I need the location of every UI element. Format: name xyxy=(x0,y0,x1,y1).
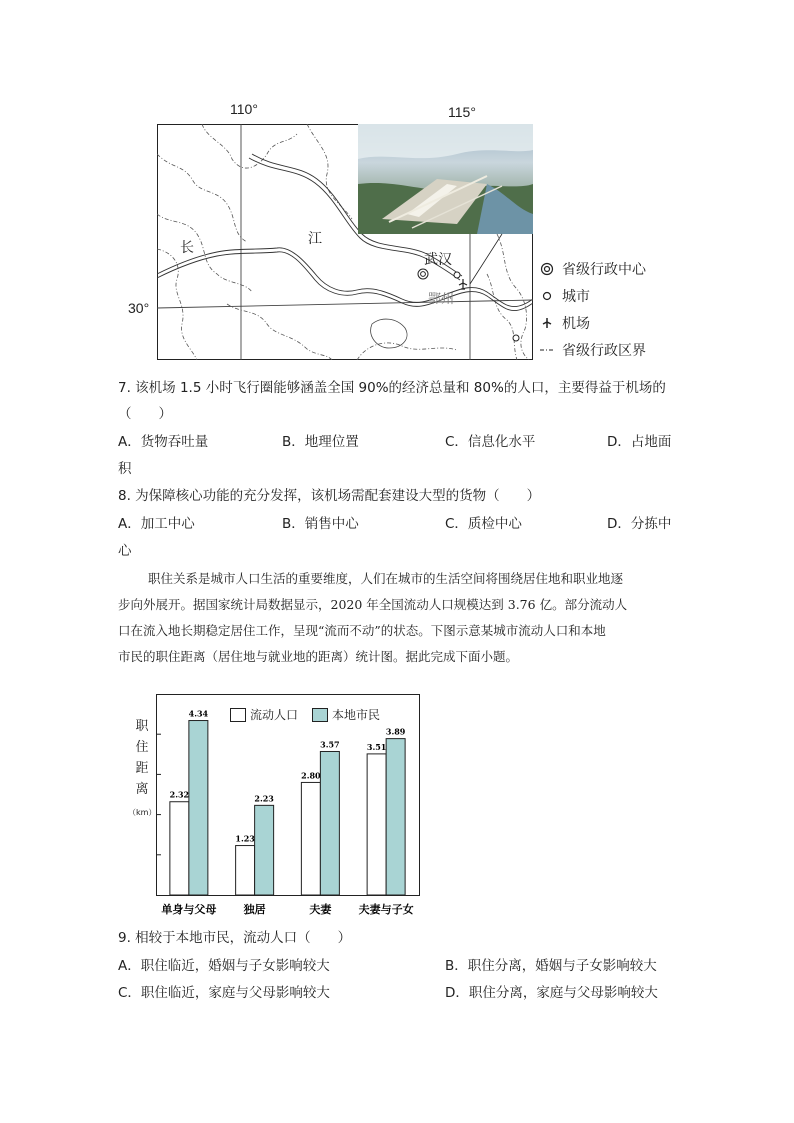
passage-line-1: 职住关系是城市人口生活的重要维度，人们在城市的生活空间将围绕居住地和职业地逐 xyxy=(148,571,624,586)
question-8-option-c[interactable]: C．质检中心 xyxy=(445,516,522,532)
bar-floating xyxy=(367,754,386,895)
bar-value-label: 3.57 xyxy=(320,739,340,750)
bar-value-label: 2.23 xyxy=(254,793,274,804)
legend-item-airport xyxy=(540,313,646,333)
river-label-jiang: 江 xyxy=(308,231,322,247)
bar-value-label: 2.80 xyxy=(301,770,321,781)
question-9-option-d[interactable]: D．职住分离，家庭与父母影响较大 xyxy=(445,985,658,1001)
legend-label-floating: 流动人口 xyxy=(250,708,299,722)
map-frame xyxy=(157,124,533,360)
legend-item-local xyxy=(312,706,380,723)
bar-local xyxy=(255,805,274,895)
question-8-option-d[interactable]: D．分拣中 xyxy=(607,516,672,532)
question-7-option-c[interactable]: C．信息化水平 xyxy=(445,434,536,450)
bar-local xyxy=(320,751,339,895)
ezhou-marker xyxy=(454,272,460,278)
double-circle-icon xyxy=(540,262,554,276)
y-label-char: 住 xyxy=(135,740,149,755)
category-label: 单身与父母 xyxy=(161,903,217,916)
y-unit: （km） xyxy=(128,808,157,817)
question-7-paren: （ ） xyxy=(118,406,172,422)
question-8-stem: 8. 为保障核心功能的充分发挥，该机场需配套建设大型的货物（ ） xyxy=(118,488,541,504)
question-7-option-d[interactable]: D．占地面 xyxy=(607,434,672,450)
y-label-char: 职 xyxy=(135,719,149,734)
question-9-stem: 9. 相较于本地市民，流动人口（ ） xyxy=(118,930,352,946)
question-7-stem: 7. 该机场 1.5 小时飞行圈能够涵盖全国 90%的经济总量和 80%的人口，主要得益于机场的 xyxy=(118,380,666,396)
category-label: 夫妻 xyxy=(309,903,332,916)
bar-floating xyxy=(170,802,189,895)
wuhan-marker xyxy=(418,269,428,279)
bar-chart xyxy=(118,694,420,920)
legend-swatch-floating xyxy=(230,708,246,722)
legend-label: 省级行政中心 xyxy=(562,262,646,278)
bar-floating xyxy=(301,782,320,895)
legend-label: 城市 xyxy=(562,289,590,305)
legend-item-city xyxy=(540,286,646,306)
circle-icon xyxy=(540,289,554,303)
dash-dot-line-icon xyxy=(540,343,554,357)
bar-local xyxy=(189,721,208,895)
bar-value-label: 1.23 xyxy=(235,833,255,844)
bar-value-label: 3.51 xyxy=(366,741,387,752)
legend-label: 机场 xyxy=(562,316,590,332)
bar-chart-figure xyxy=(118,694,420,920)
question-9-option-c[interactable]: C．职住临近，家庭与父母影响较大 xyxy=(118,985,330,1001)
airport-photo xyxy=(358,124,533,234)
bar-floating xyxy=(236,846,255,895)
legend-label-local: 本地市民 xyxy=(332,708,381,722)
question-8-option-b[interactable]: B．销售中心 xyxy=(282,516,359,532)
question-7-option-b[interactable]: B．地理位置 xyxy=(282,434,359,450)
city-marker xyxy=(513,335,519,341)
y-label-char: 离 xyxy=(135,782,149,797)
y-label-char: 距 xyxy=(135,761,149,776)
map-legend xyxy=(540,259,646,360)
legend-item-capital xyxy=(540,259,646,279)
latitude-label-30: 30° xyxy=(128,300,150,316)
question-7-option-a[interactable]: A．货物吞吐量 xyxy=(118,434,209,450)
passage-line-3: 口在流入地长期稳定居住工作，呈现“流而不动”的状态。下图示意某城市流动人口和本地 xyxy=(118,623,606,638)
legend-label: 省级行政区界 xyxy=(562,343,646,359)
bar-value-label: 3.89 xyxy=(385,726,406,737)
question-7-option-d-wrap: 积 xyxy=(118,461,132,477)
legend-item-boundary xyxy=(540,340,646,360)
passage-line-2: 步向外展开。据国家统计局数据显示，2020 年全国流动人口规模达到 3.76 亿。部分流动人 xyxy=(118,597,628,612)
bar-local xyxy=(386,739,405,895)
bar-value-label: 4.34 xyxy=(188,708,209,719)
airplane-icon xyxy=(540,316,554,330)
river-label-chang: 长 xyxy=(180,240,194,256)
city-label-wuhan: 武汉 xyxy=(424,252,452,268)
longitude-label-110: 110° xyxy=(230,101,258,117)
y-axis-label xyxy=(128,716,156,823)
category-label: 独居 xyxy=(243,903,266,916)
passage-line-4: 市民的职住距离（居住地与就业地的距离）统计图。据此完成下面小题。 xyxy=(118,649,519,664)
legend-item-floating xyxy=(230,706,298,723)
longitude-label-115: 115° xyxy=(448,104,476,120)
question-8-option-d-wrap: 心 xyxy=(118,543,132,559)
question-8-option-a[interactable]: A．加工中心 xyxy=(118,516,195,532)
category-label: 夫妻与子女 xyxy=(358,903,414,916)
question-9-option-b[interactable]: B．职住分离，婚姻与子女影响较大 xyxy=(445,958,657,974)
city-label-ezhou: 鄂州 xyxy=(428,292,455,307)
question-9-option-a[interactable]: A．职住临近，婚姻与子女影响较大 xyxy=(118,958,330,974)
legend-swatch-local xyxy=(312,708,328,722)
chart-legend xyxy=(230,706,380,723)
bar-value-label: 2.32 xyxy=(169,789,190,800)
